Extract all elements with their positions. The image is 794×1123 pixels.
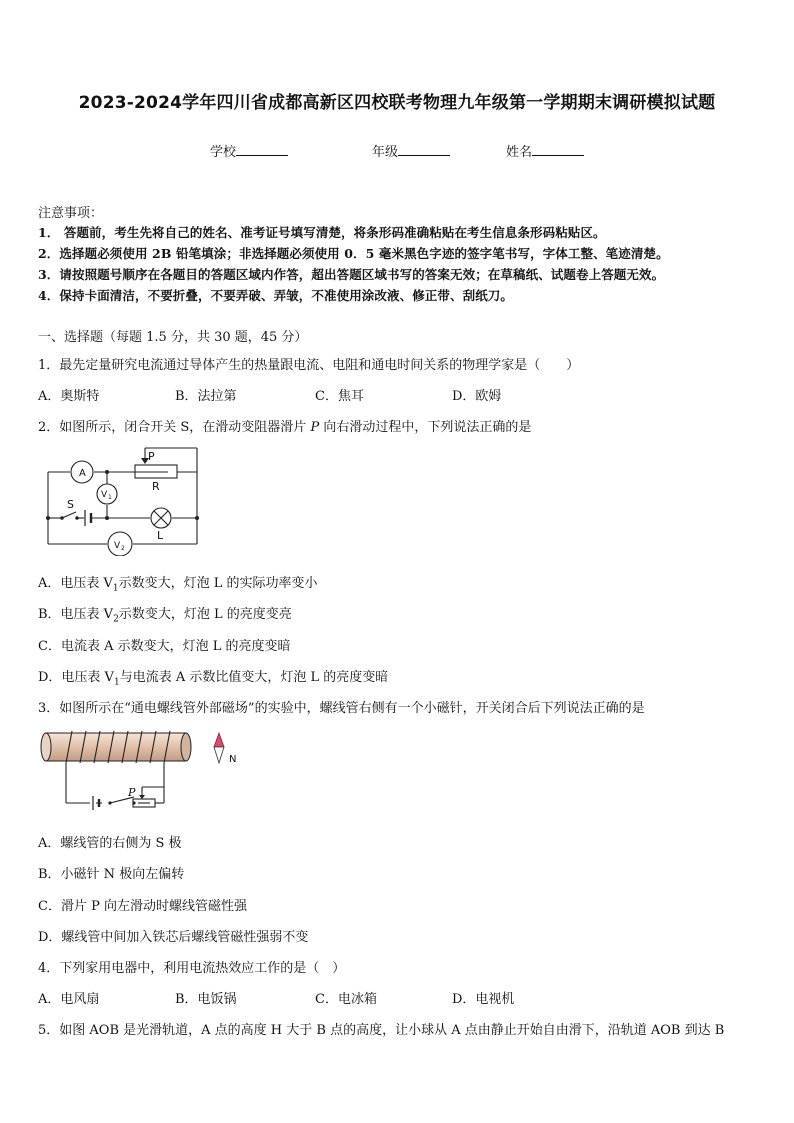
- school-label: 学校: [210, 145, 237, 160]
- notes-heading: 注意事项：: [38, 206, 104, 221]
- q2-a-pre: A．电压表 V: [38, 576, 113, 591]
- q2-a-sub: 1: [112, 583, 119, 594]
- v2-sub: 2: [121, 545, 125, 552]
- q4-option-a: A．电风扇: [38, 992, 100, 1007]
- note-item: 1． 答题前，考生先将自己的姓名、准考证号填写清楚，将条形码准确粘贴在考生信息条形码粘贴区。: [38, 225, 606, 240]
- switch-label: S: [67, 498, 74, 511]
- q2-stem-pre: 2．如图所示，闭合开关 S，在滑动变阻器滑片: [38, 420, 311, 435]
- q2-stem-p: P: [310, 420, 320, 435]
- q2-d-sub: 1: [113, 677, 120, 688]
- q2-b-pre: B．电压表 V: [38, 607, 114, 622]
- exam-title: 2023-2024学年四川省成都高新区四校联考物理九年级第一学期期末调研模拟试题: [78, 93, 716, 113]
- slider-label: P: [148, 450, 155, 463]
- note-item: 3．请按照题号顺序在各题目的答题区域内作答，超出答题区域书写的答案无效；在草稿纸、试题卷上答题无效。: [38, 267, 665, 282]
- q3-slider-label: P: [128, 786, 136, 799]
- v2-label: V: [114, 541, 121, 551]
- q4-option-d: D．电视机: [452, 992, 515, 1007]
- needle-n-label: N: [229, 754, 237, 765]
- q2-circuit-diagram: [40, 444, 205, 556]
- name-blank: [532, 143, 584, 156]
- q3-option-a: A．螺线管的右侧为 S 极: [38, 836, 182, 851]
- ammeter-label: A: [79, 468, 86, 479]
- note-item: 2．选择题必须使用 2B 铅笔填涂；非选择题必须使用 0．5 毫米黑色字迹的签字笔书写，字体工整、笔迹清楚。: [38, 246, 669, 261]
- name-label: 姓名: [506, 145, 533, 160]
- q2-a-post: 示数变大，灯泡 L 的实际功率变小: [118, 576, 318, 591]
- q3-solenoid-diagram: [38, 725, 198, 817]
- q4-option-c: C．电冰箱: [315, 992, 377, 1007]
- q2-stem-post: 向右滑动过程中，下列说法正确的是: [319, 420, 532, 435]
- question-3-stem: 3．如图所示在“通电螺线管外部磁场”的实验中，螺线管右侧有一个小磁针，开关闭合后下列说法正确的是: [38, 701, 645, 716]
- question-2-stem: [38, 416, 531, 435]
- q3-option-c: C．滑片 P 向左滑动时螺线管磁性强: [38, 899, 247, 914]
- q2-b-sub: 2: [113, 614, 119, 625]
- school-field: [210, 141, 288, 160]
- question-4-stem: 4．下列家用电器中，利用电流热效应工作的是（ ）: [38, 961, 346, 976]
- v1-label: V: [101, 490, 108, 500]
- q4-option-b: B．电饭锅: [175, 992, 237, 1007]
- rheostat-label: R: [152, 480, 160, 493]
- grade-field: [372, 141, 450, 160]
- q2-option-a: [38, 572, 318, 594]
- q2-option-d: [38, 666, 388, 688]
- q1-option-b: B．法拉第: [175, 389, 237, 404]
- compass-needle-icon: [210, 730, 246, 770]
- lamp-label: L: [157, 529, 164, 542]
- q2-d-post: 与电流表 A 示数比值变大，灯泡 L 的亮度变暗: [119, 670, 389, 685]
- q3-option-d: D．螺线管中间加入铁芯后螺线管磁性强弱不变: [38, 930, 309, 945]
- q2-d-pre: D．电压表 V: [38, 670, 114, 685]
- q2-option-c: C．电流表 A 示数变大，灯泡 L 的亮度变暗: [38, 639, 291, 654]
- section-heading: 一、选择题（每题 1.5 分，共 30 题，45 分）: [38, 330, 308, 345]
- q2-b-post: 示数变大，灯泡 L 的亮度变亮: [118, 607, 292, 622]
- question-5-stem: 5．如图 AOB 是光滑轨道，A 点的高度 H 大于 B 点的高度，让小球从 A 点由静止开始自由滑下，沿轨道 AOB 到达 B: [38, 1023, 725, 1038]
- q3-option-b: B．小磁针 N 极向左偏转: [38, 867, 185, 882]
- grade-blank: [398, 143, 450, 156]
- q1-option-d: D．欧姆: [452, 389, 502, 404]
- school-blank: [236, 143, 288, 156]
- question-1-stem: 1．最先定量研究电流通过导体产生的热量跟电流、电阻和通电时间关系的物理学家是（ ）: [38, 358, 580, 373]
- v1-sub: 1: [108, 494, 112, 501]
- q2-option-b: [38, 603, 292, 625]
- q1-option-c: C．焦耳: [315, 389, 364, 404]
- name-field: [506, 141, 584, 160]
- q1-option-a: A．奥斯特: [38, 389, 100, 404]
- note-item: 4．保持卡面清洁，不要折叠，不要弄破、弄皱，不准使用涂改液、修正带、刮纸刀。: [38, 288, 513, 303]
- grade-label: 年级: [372, 145, 399, 160]
